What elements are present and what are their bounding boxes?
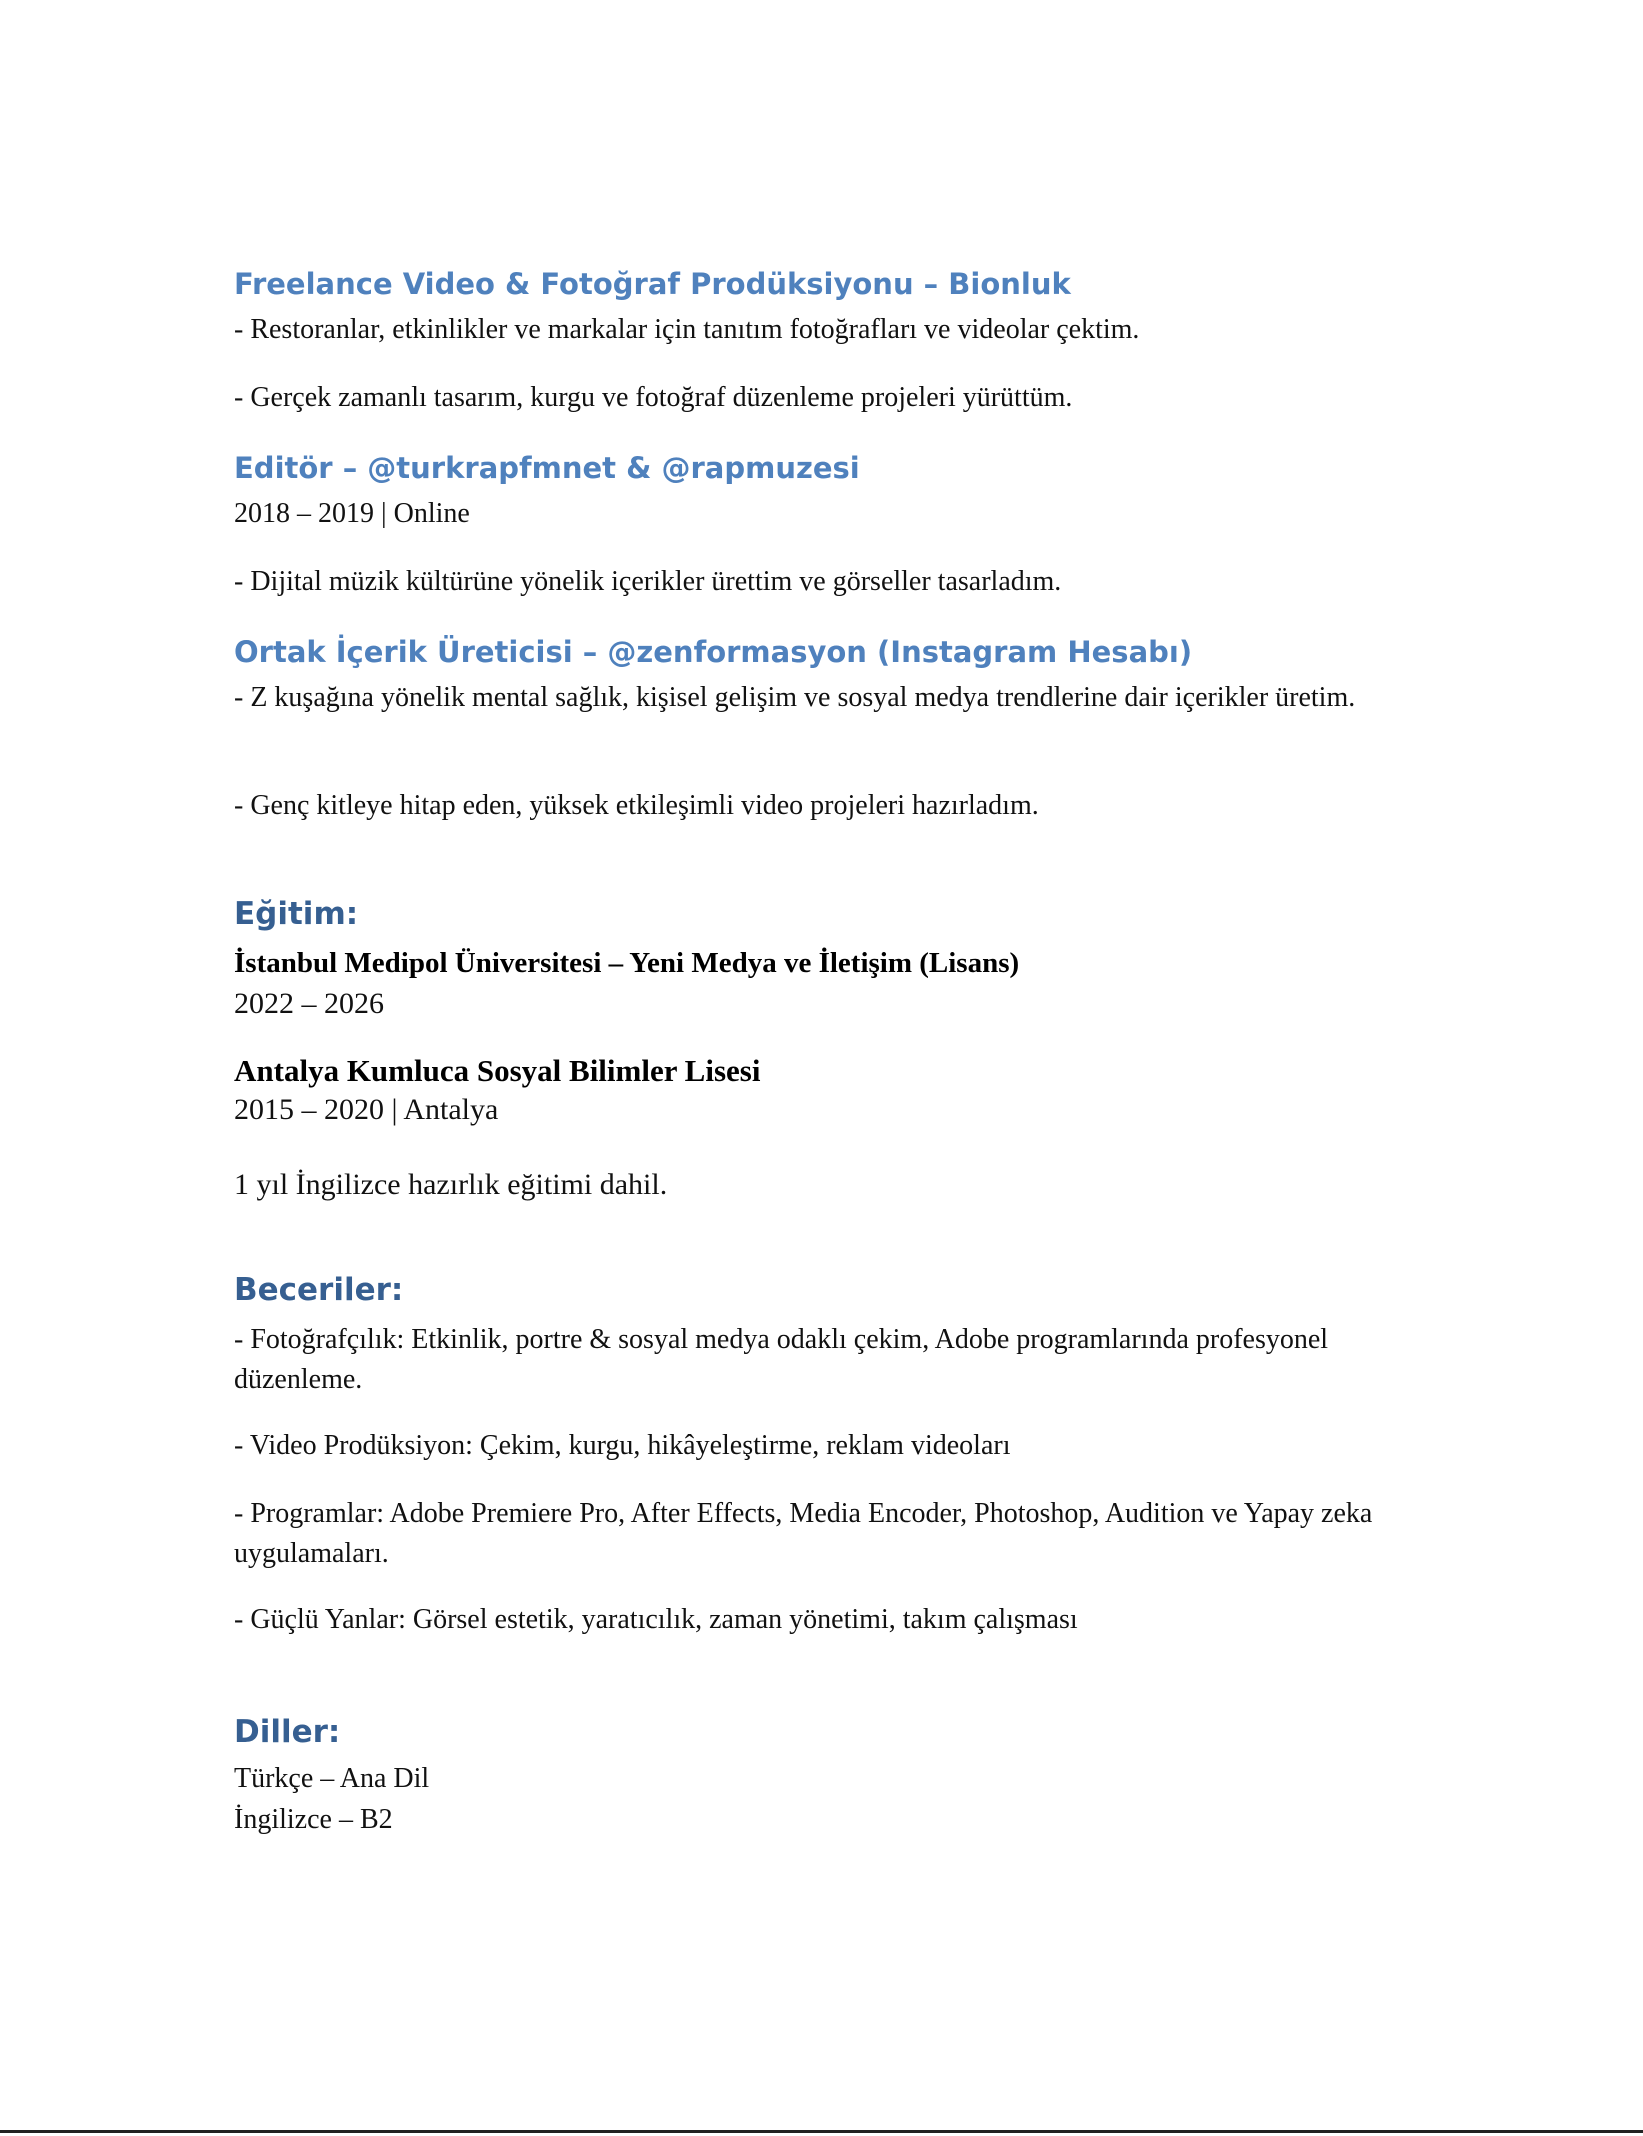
job-bullet-text: - Genç kitleye hitap eden, yüksek etkileşimli video projeleri hazırladım.	[234, 790, 1039, 821]
section-title: Diller:	[234, 1714, 341, 1750]
section-skills	[234, 1268, 1434, 1312]
school-note-text: 1 yıl İngilizce hazırlık eğitimi dahil.	[234, 1168, 668, 1201]
skill-text: - Fotoğrafçılık: Etkinlik, portre & sosyal medya odaklı çekim, Adobe programlarında profesyonel düzenleme.	[234, 1324, 1329, 1395]
language-text: İngilizce – B2	[234, 1804, 393, 1835]
job-bullet-text: - Restoranlar, etkinlikler ve markalar için tanıtım fotoğrafları ve videolar çektim.	[234, 314, 1140, 345]
job-freelance	[234, 264, 1434, 304]
section-title: Eğitim:	[234, 896, 359, 932]
school-note	[234, 1165, 1434, 1205]
job-bullet	[234, 786, 1434, 826]
job-bullet	[234, 562, 1434, 602]
job-title: Editör – @turkrapfmnet & @rapmuzesi	[234, 451, 860, 485]
job-meta	[234, 494, 1434, 534]
job-title: Ortak İçerik Üreticisi – @zenformasyon (Instagram Hesabı)	[234, 635, 1193, 669]
skill-text: - Programlar: Adobe Premiere Pro, After Effects, Media Encoder, Photoshop, Audition ve Yapay zeka uygulamaları.	[234, 1498, 1373, 1569]
school-name: Antalya Kumluca Sosyal Bilimler Lisesi	[234, 1053, 761, 1088]
job-cocreator	[234, 632, 1434, 672]
job-bullet	[234, 310, 1434, 350]
job-bullet	[234, 378, 1434, 418]
job-title: Freelance Video & Fotoğraf Prodüksiyonu – Bionluk	[234, 267, 1071, 301]
job-bullet-text: - Dijital müzik kültürüne yönelik içerikler ürettim ve görseller tasarladım.	[234, 566, 1062, 597]
section-title: Beceriler:	[234, 1272, 404, 1308]
language-item	[234, 1800, 1434, 1840]
job-bullet-text: - Z kuşağına yönelik mental sağlık, kişisel gelişim ve sosyal medya trendlerine dair içerikler üretim.	[234, 682, 1356, 713]
school-meta	[234, 1090, 1434, 1130]
school-years: 2022 – 2026	[234, 987, 384, 1020]
job-meta-text: 2018 – 2019 | Online	[234, 498, 470, 529]
page-bottom-rule	[0, 2130, 1643, 2133]
job-bullet	[234, 678, 1434, 718]
skill-item	[234, 1494, 1434, 1574]
skill-text: - Video Prodüksiyon: Çekim, kurgu, hikâyeleştirme, reklam videoları	[234, 1430, 1011, 1461]
school-years: 2015 – 2020 | Antalya	[234, 1093, 499, 1126]
skill-item	[234, 1426, 1434, 1466]
skill-item	[234, 1600, 1434, 1640]
school-name: İstanbul Medipol Üniversitesi – Yeni Medya ve İletişim (Lisans)	[234, 947, 1020, 979]
school-meta	[234, 984, 1434, 1024]
section-education	[234, 892, 1434, 936]
job-bullet-text: - Gerçek zamanlı tasarım, kurgu ve fotoğraf düzenleme projeleri yürüttüm.	[234, 382, 1073, 413]
school-highschool	[234, 1051, 1434, 1091]
school-university	[234, 943, 1434, 983]
language-item	[234, 1759, 1434, 1799]
skill-item	[234, 1320, 1434, 1400]
job-editor	[234, 448, 1434, 488]
language-text: Türkçe – Ana Dil	[234, 1763, 430, 1794]
section-languages	[234, 1710, 1434, 1754]
skill-text: - Güçlü Yanlar: Görsel estetik, yaratıcılık, zaman yönetimi, takım çalışması	[234, 1604, 1078, 1635]
